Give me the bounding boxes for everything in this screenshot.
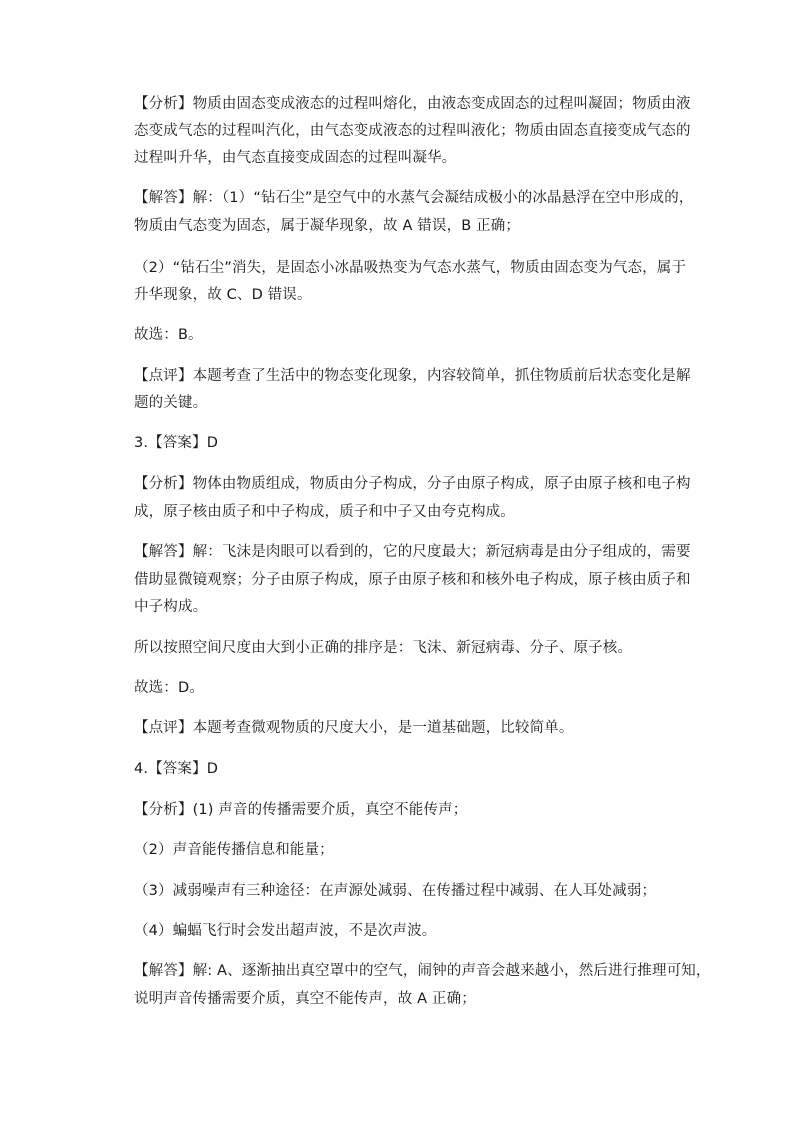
text-line: 所以按照空间尺度由大到小正确的排序是：飞沫、新冠病毒、分子、原子核。 [134, 640, 633, 656]
answer-heading: 4.【答案】D [134, 761, 219, 777]
text-line: 【分析】(1) 声音的传播需要介质，真空不能传声； [134, 802, 468, 818]
text-line: 借助显微镜观察；分子由原子构成，原子由原子核和和核外电子构成，原子核由质子和 [134, 572, 691, 588]
text-line: 故选：B。 [134, 327, 203, 343]
text-line: 题的关键。 [134, 395, 208, 411]
text-line: 【解答】解：（1）“钻石尘”是空气中的水蒸气会凝结成极小的冰晶悬浮在空中形成的， [134, 190, 694, 206]
text-line: （2）声音能传播信息和能量； [134, 842, 334, 858]
text-line: 故选：D。 [134, 680, 204, 696]
text-line: 态变成气态的过程叫汽化，由气态变成液态的过程叫液化；物质由固态直接变成气态的 [134, 123, 691, 139]
text-line: （2）“钻石尘”消失，是固态小冰晶吸热变为气态水蒸气，物质由固态变为气态，属于 [134, 260, 687, 276]
text-line: 【解答】解：飞沫是肉眼可以看到的，它的尺度最大；新冠病毒是由分子组成的，需要 [134, 544, 691, 560]
text-line: 说明声音传播需要介质，真空不能传声，故 A 正确； [134, 991, 476, 1007]
text-line: （3）减弱噪声有三种途径：在声源处减弱、在传播过程中减弱、在人耳处减弱； [134, 883, 657, 899]
text-line: 【解答】解: A、逐渐抽出真空罩中的空气，闹钟的声音会越来越小，然后进行推理可知， [134, 963, 711, 979]
text-line: 物质由气态变为固态，属于凝华现象，故 A 错误，B 正确； [134, 218, 521, 234]
text-line: 【点评】本题考查了生活中的物态变化现象，内容较简单，抓住物质前后状态变化是解 [134, 368, 691, 384]
text-line: 中子构成。 [134, 599, 208, 615]
text-line: 成，原子核由质子和中子构成，质子和中子又由夸克构成。 [134, 504, 515, 520]
text-line: 过程叫升华，由气态直接变成固态的过程叫凝华。 [134, 150, 457, 166]
answer-heading: 3.【答案】D [134, 435, 219, 451]
text-line: 【分析】物质由固态变成液态的过程叫熔化，由液态变成固态的过程叫凝固；物质由液 [134, 96, 691, 112]
text-line: 升华现象，故 C、D 错误。 [134, 287, 312, 303]
text-line: （4）蝙蝠飞行时会发出超声波，不是次声波。 [134, 923, 437, 939]
text-line: 【分析】物体由物质组成，物质由分子构成，分子由原子构成，原子由原子核和电子构 [134, 476, 691, 492]
text-line: 【点评】本题考查微观物质的尺度大小，是一道基础题，比较简单。 [134, 720, 574, 736]
